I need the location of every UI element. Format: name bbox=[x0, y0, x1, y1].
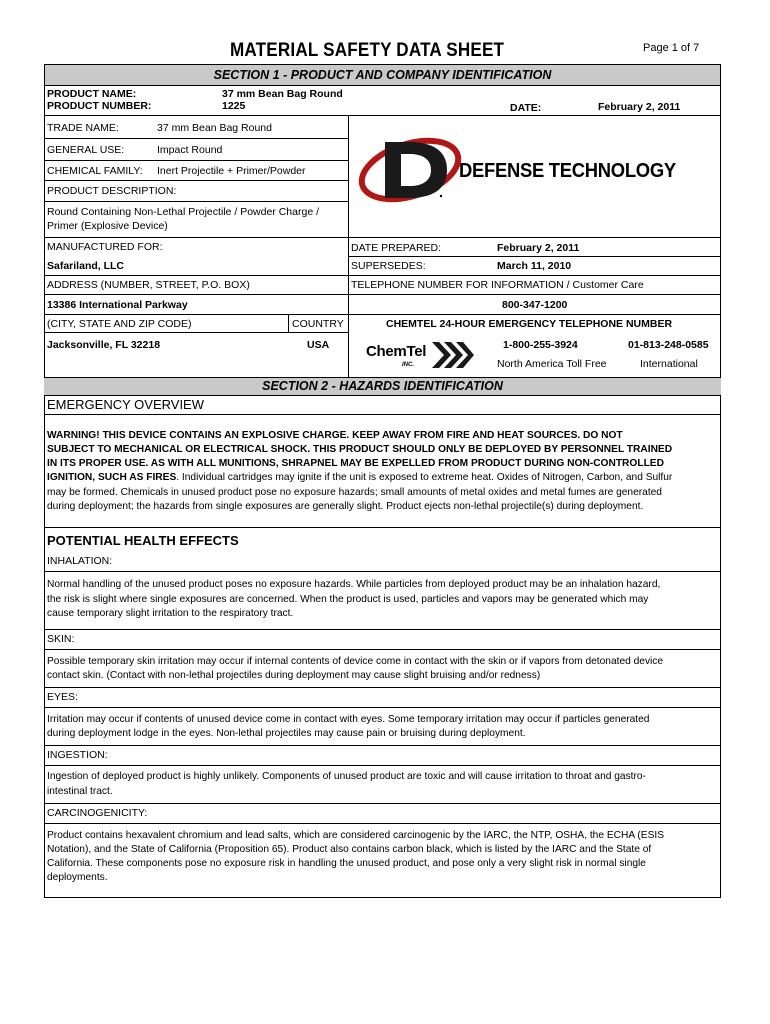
divider bbox=[44, 803, 721, 804]
address-label: ADDRESS (NUMBER, STREET, P.O. BOX) bbox=[47, 279, 250, 291]
country-label: COUNTRY bbox=[292, 318, 344, 330]
divider bbox=[44, 201, 348, 202]
general-use-value: Impact Round bbox=[157, 144, 223, 156]
warning-line: may be formed. Chemicals in unused product pose no exposure hazards; small amounts of metal oxides and metal fumes are generated bbox=[47, 487, 662, 498]
chemtel-logo bbox=[366, 340, 476, 370]
inhalation-text: Normal handling of the unused product poses no exposure hazards. While particles from deployed product may be an inhalation hazard, bbox=[47, 579, 661, 590]
divider bbox=[44, 115, 721, 116]
warning-line: WARNING! THIS DEVICE CONTAINS AN EXPLOSIVE CHARGE. KEEP AWAY FROM FIRE AND HEAT SOURCES. DO NOT bbox=[47, 430, 623, 441]
telephone-value: 800-347-1200 bbox=[502, 299, 568, 311]
chemtel-intl-label: International bbox=[640, 358, 698, 370]
carcinogenicity-text: California. These components pose no exposure risk in handling the unused product, and pose only a very slight risk in normal single bbox=[47, 858, 646, 869]
carcinogenicity-text: Product contains hexavalent chromium and lead salts, which are considered carcinogenic by the IARC, the NTP, OSHA, the ECHA (ESIS bbox=[47, 830, 665, 841]
ingestion-label: INGESTION: bbox=[47, 749, 108, 761]
column-divider bbox=[348, 115, 349, 378]
defense-technology-logo-text: DEFENSE TECHNOLOGY bbox=[459, 160, 676, 182]
telephone-label: TELEPHONE NUMBER FOR INFORMATION / Customer Care bbox=[351, 279, 644, 291]
warning-line bbox=[47, 471, 719, 485]
carcinogenicity-text: deployments. bbox=[47, 872, 108, 883]
divider bbox=[44, 649, 721, 650]
eyes-text: Irritation may occur if contents of unused device come in contact with eyes. Some temporary irritation may occur if particles generated bbox=[47, 714, 650, 725]
section2-title: SECTION 2 - HAZARDS IDENTIFICATION bbox=[44, 377, 721, 396]
divider bbox=[44, 629, 721, 630]
skin-text: contact skin. (Contact with non-lethal projectiles during deployment may cause slight bruising and/or redness) bbox=[47, 670, 541, 681]
product-name-value: 37 mm Bean Bag Round bbox=[222, 88, 343, 100]
trade-name-label: TRADE NAME: bbox=[47, 122, 119, 134]
divider bbox=[44, 332, 348, 333]
divider bbox=[44, 687, 721, 688]
section1-title: SECTION 1 - PRODUCT AND COMPANY IDENTIFICATION bbox=[45, 65, 720, 86]
warning-line: during deployment; the hazards from single exposures are generally slight. Product ejects non-lethal projectile(s) during deployment. bbox=[47, 501, 644, 512]
skin-text: Possible temporary skin irritation may occur if internal contents of device come in contact with the skin or if vapors from detonated device bbox=[47, 656, 664, 667]
date-prepared-label: DATE PREPARED: bbox=[351, 242, 442, 254]
date-prepared-value: February 2, 2011 bbox=[497, 242, 580, 254]
ingestion-text: intestinal tract. bbox=[47, 786, 113, 797]
chemtel-na-label: North America Toll Free bbox=[497, 358, 607, 370]
country-value: USA bbox=[307, 339, 330, 351]
divider bbox=[44, 275, 721, 276]
divider bbox=[44, 823, 721, 824]
chemtel-logo-sub: INC. bbox=[402, 362, 414, 368]
city-value: Jacksonville, FL 32218 bbox=[47, 339, 161, 351]
page-number: Page 1 of 7 bbox=[643, 42, 700, 54]
date-label: DATE: bbox=[510, 102, 542, 114]
trade-name-value: 37 mm Bean Bag Round bbox=[157, 122, 272, 134]
product-name-label: PRODUCT NAME: bbox=[47, 88, 137, 100]
date-value: February 2, 2011 bbox=[598, 101, 681, 113]
chemtel-logo-text: ChemTel bbox=[366, 343, 427, 360]
emergency-overview-heading: EMERGENCY OVERVIEW bbox=[47, 397, 204, 412]
product-description-line2: Primer (Explosive Device) bbox=[47, 220, 168, 232]
divider bbox=[44, 527, 721, 528]
city-state-zip-label: (CITY, STATE AND ZIP CODE) bbox=[47, 318, 192, 330]
manufactured-for-label: MANUFACTURED FOR: bbox=[47, 241, 163, 253]
divider bbox=[44, 237, 721, 238]
divider bbox=[44, 314, 721, 315]
warning-line: IN ITS PROPER USE. AS WITH ALL MUNITIONS, SHRAPNEL MAY BE EXPELLED FROM PRODUCT DURING NON-CONTROLLED bbox=[47, 458, 664, 469]
carcinogenicity-text: Notation), and the State of California (Proposition 65). Product also contains carbon black, which is listed by the IARC and the State of bbox=[47, 844, 652, 855]
divider bbox=[44, 571, 721, 572]
inhalation-text: the risk is slight where single exposures are concerned. When the product is used, particles and vapors may be generated which may bbox=[47, 594, 649, 605]
warning-line: SUBJECT TO MECHANICAL OR ELECTRICAL SHOCK. THIS PRODUCT SHOULD ONLY BE DEPLOYED BY PERSONNEL TRAINED bbox=[47, 444, 673, 455]
divider bbox=[44, 138, 348, 139]
divider bbox=[44, 765, 721, 766]
page-title: MATERIAL SAFETY DATA SHEET bbox=[230, 40, 505, 61]
manufacturer-value: Safariland, LLC bbox=[47, 260, 125, 272]
eyes-text: during deployment lodge in the eyes. Non-lethal projectiles may cause pain or bruising during deployment. bbox=[47, 728, 526, 739]
divider bbox=[348, 256, 721, 257]
supersedes-value: March 11, 2010 bbox=[497, 260, 572, 272]
divider bbox=[44, 294, 721, 295]
product-description-label: PRODUCT DESCRIPTION: bbox=[47, 185, 177, 197]
divider bbox=[44, 707, 721, 708]
defense-technology-logo bbox=[355, 130, 715, 210]
potential-health-effects-heading: POTENTIAL HEALTH EFFECTS bbox=[47, 533, 239, 548]
product-description-line1: Round Containing Non-Lethal Projectile / Powder Charge / bbox=[47, 206, 319, 218]
divider bbox=[44, 180, 348, 181]
supersedes-label: SUPERSEDES: bbox=[351, 260, 426, 272]
address-value: 13386 International Parkway bbox=[47, 299, 188, 311]
eyes-label: EYES: bbox=[47, 691, 78, 703]
divider bbox=[288, 314, 289, 332]
warning-text: . Individual cartridges may ignite if the unit is exposed to extreme heat. Oxides of Nitrogen, Carbon, and Sulfur bbox=[176, 472, 673, 483]
inhalation-label: INHALATION: bbox=[47, 555, 113, 567]
carcinogenicity-label: CARCINOGENICITY: bbox=[47, 807, 148, 819]
chemtel-chevron-icon bbox=[430, 340, 474, 370]
product-number-value: 1225 bbox=[222, 100, 246, 112]
divider bbox=[44, 160, 348, 161]
chemical-family-label: CHEMICAL FAMILY: bbox=[47, 165, 143, 177]
divider bbox=[44, 414, 721, 415]
ingestion-text: Ingestion of deployed product is highly unlikely. Components of unused product are toxic and will cause irritation to throat and gastro- bbox=[47, 771, 646, 782]
chemtel-label: CHEMTEL 24-HOUR EMERGENCY TELEPHONE NUMBER bbox=[386, 318, 673, 330]
skin-label: SKIN: bbox=[47, 633, 75, 645]
chemical-family-value: Inert Projectile + Primer/Powder bbox=[157, 165, 306, 177]
product-number-label: PRODUCT NUMBER: bbox=[47, 100, 152, 112]
warning-bold-text: IGNITION, SUCH AS FIRES bbox=[47, 472, 177, 483]
inhalation-text: cause temporary slight irritation to the respiratory tract. bbox=[47, 608, 294, 619]
general-use-label: GENERAL USE: bbox=[47, 144, 125, 156]
divider bbox=[44, 745, 721, 746]
chemtel-na-number: 1-800-255-3924 bbox=[503, 339, 578, 351]
chemtel-intl-number: 01-813-248-0585 bbox=[628, 339, 709, 351]
